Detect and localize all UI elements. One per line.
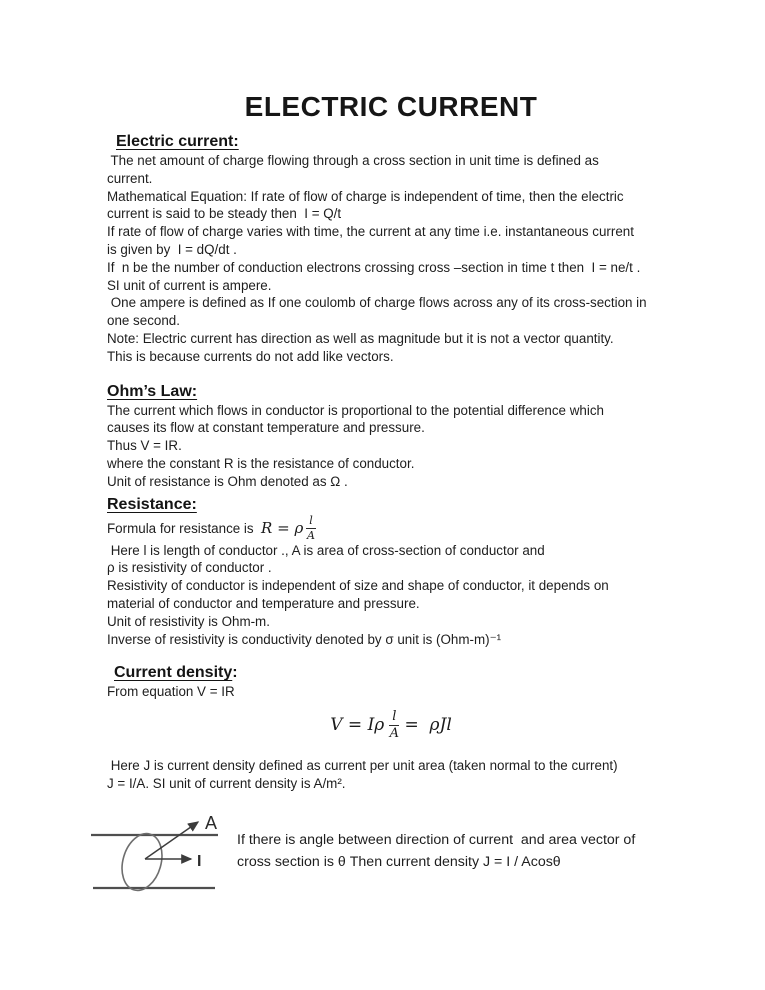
text-line: Here l is length of conductor ., A is area of cross-section of conductor and [107, 542, 545, 558]
formula-lead: Formula for resistance is [107, 520, 262, 536]
text-line: From equation V = IR [107, 684, 235, 700]
text-line: Inverse of resistivity is conductivity denoted by σ unit is (Ohm-m)⁻¹ [107, 631, 502, 647]
text-line: If there is angle between direction of current and area vector of [237, 831, 636, 848]
section-current-density [107, 662, 675, 792]
text-line: one second. [107, 313, 180, 329]
heading-electric-current: Electric current: [116, 133, 239, 150]
page-title: ELECTRIC CURRENT [244, 91, 538, 122]
fraction-denominator: A [307, 528, 315, 542]
text-line: ρ is resistivity of conductor . [107, 560, 272, 576]
section-resistance [107, 494, 675, 649]
text-line: One ampere is defined as If one coulomb of charge flows across any of its cross-section in [107, 295, 647, 311]
equation-right: = ρJl [404, 715, 452, 736]
equation-fraction [389, 710, 399, 740]
heading-ohms-law: Ohm’s Law: [107, 382, 198, 400]
text-line: current is said to be steady then I = Q/t [107, 206, 342, 222]
area-vector-label: A [205, 812, 218, 833]
text-line: is given by I = dQ/dt . [107, 241, 237, 257]
text-line: Note: Electric current has direction as well as magnitude but it is not a vector quantity. [107, 330, 614, 346]
section-electric-current [107, 131, 675, 366]
text-line: cross section is θ Then current density J = I / Acosθ [237, 853, 561, 870]
fraction-numerator: l [389, 710, 399, 726]
text-line: current. [107, 170, 153, 186]
text-line: Mathematical Equation: If rate of flow of charge is independent of time, then the electric [107, 188, 624, 204]
text-line: where the constant R is the resistance of conductor. [107, 455, 415, 471]
current-density-equation [107, 704, 675, 746]
text-line: causes its flow at constant temperature and pressure. [107, 420, 425, 436]
current-label: I [197, 852, 202, 870]
cross-section-ellipse [116, 829, 169, 895]
text-line: material of conductor and temperature and pressure. [107, 595, 420, 611]
text-line: Resistivity of conductor is independent of size and shape of conductor, it depends on [107, 578, 609, 594]
area-vector-arrow [145, 822, 198, 859]
resistance-formula [107, 515, 675, 542]
text-line: Unit of resistivity is Ohm-m. [107, 613, 270, 629]
equation-left: V = Iρ [330, 715, 385, 736]
text-line: J = I/A. SI unit of current density is A/m². [107, 775, 346, 791]
text-line: Unit of resistance is Ohm denoted as Ω . [107, 473, 348, 489]
angle-note-text [235, 806, 635, 874]
fraction-numerator: l [306, 515, 316, 529]
text-line: The current which flows in conductor is proportional to the potential difference which [107, 402, 604, 418]
angle-note-row [85, 806, 675, 901]
formula-lhs: R = ρ [261, 519, 304, 538]
text-line: SI unit of current is ampere. [107, 277, 272, 293]
text-line: If rate of flow of charge varies with time, the current at any time i.e. instantaneous current [107, 224, 634, 240]
document-content [0, 88, 765, 901]
formula-fraction [306, 515, 316, 541]
text-line: The net amount of charge flowing through a cross section in unit time is defined as [107, 153, 599, 168]
fraction-denominator: A [389, 725, 400, 741]
text-line: Thus V = IR. [107, 438, 182, 454]
heading-resistance: Resistance: [107, 495, 197, 513]
text-line: Here J is current density defined as current per unit area (taken normal to the current) [107, 758, 618, 774]
heading-current-density-text: Current density [114, 664, 233, 682]
heading-current-density-colon: : [232, 664, 238, 682]
heading-current-density [107, 662, 675, 683]
text-line: This is because currents do not add like vectors. [107, 348, 394, 364]
section-ohms-law [107, 381, 675, 491]
text-line: If n be the number of conduction electrons crossing cross –section in time t then I = ne/t . [107, 259, 641, 275]
conductor-cross-section-diagram [85, 806, 235, 901]
